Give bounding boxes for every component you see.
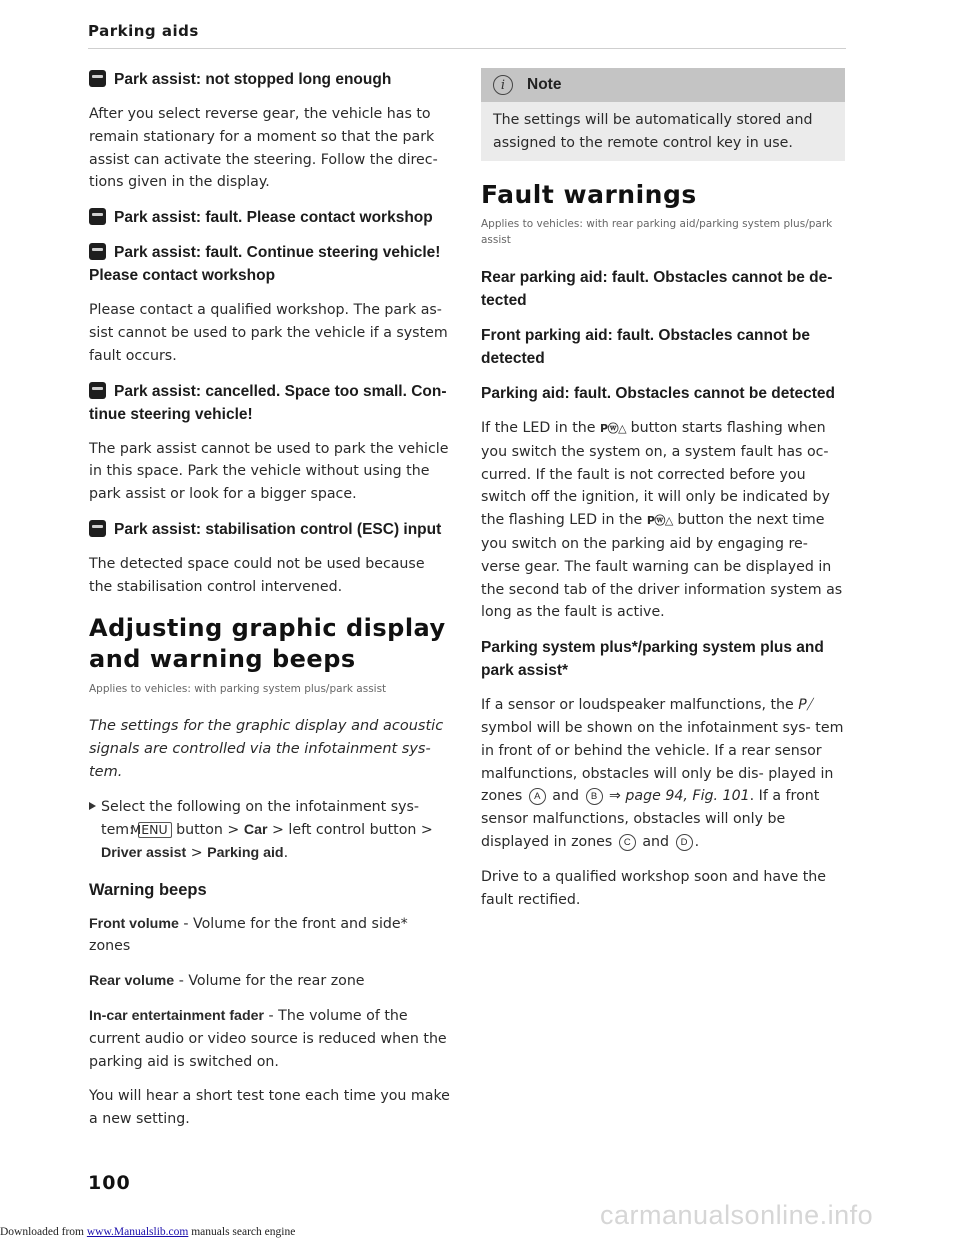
message-rear-fault: Rear parking aid: fault. Obstacles cannot be de- tected: [481, 269, 833, 309]
text: If the LED in the: [481, 420, 596, 436]
paragraph: The detected space could not be used because the stabilisation control intervened.: [89, 555, 425, 595]
pdc-button-icon: Pⓦ△: [600, 422, 627, 435]
message-text: Park assist: not stopped long enough: [114, 71, 392, 88]
message-text: Park assist: fault. Continue steering vehicle! Please contact workshop: [89, 244, 441, 285]
zone-b-marker: B: [586, 788, 603, 805]
sensor-fault-icon: P⧸: [798, 697, 812, 714]
paragraph: After you select reverse gear, the vehicle has to remain stationary for a moment so that the park assist can activate the steering. Follow the direc- tions given in the display.: [89, 106, 438, 191]
note-title: Note: [527, 76, 562, 93]
message-text: Park assist: fault. Please contact workshop: [114, 209, 433, 227]
park-assist-icon: [89, 243, 106, 260]
manualslib-link[interactable]: www.Manualslib.com: [86, 1226, 189, 1238]
paragraph-drive: Drive to a qualified workshop soon and have the fault rectified.: [481, 868, 827, 908]
message-not-stopped: [89, 68, 451, 91]
footer-text: Downloaded from: [0, 1226, 84, 1238]
park-assist-icon: [89, 208, 106, 225]
page-reference-link[interactable]: ⇒ page 94, Fig. 101: [609, 788, 750, 805]
message-cancelled: [89, 380, 451, 426]
zone-c-marker: C: [619, 834, 636, 851]
paragraph: Please contact a qualified workshop. The park as- sist cannot be used to park the vehicle if a system fault occurs.: [89, 302, 448, 364]
setting-label: Rear volume: [89, 973, 175, 990]
applies-to: Applies to vehicles: with rear parking aid/parking system plus/park assist: [481, 218, 833, 246]
paragraph-led: [481, 417, 845, 624]
heading-adjusting: Adjusting graphic display and warning beeps: [89, 613, 446, 673]
intro-text: The settings for the graphic display and acoustic signals are controlled via the infotainment sys- tem.: [89, 717, 444, 780]
step-text: > left control button >: [272, 821, 433, 838]
text: If a sensor or loudspeaker malfunctions, the: [481, 697, 794, 714]
info-icon: i: [493, 75, 513, 95]
setting-rear-volume: [89, 970, 451, 993]
zone-d-marker: D: [676, 834, 693, 851]
heading-fault-warnings: Fault warnings: [481, 180, 697, 209]
message-parking-system-plus: Parking system plus*/parking system plus and park assist*: [481, 639, 824, 680]
message-text: Park assist: stabilisation control (ESC) input: [114, 520, 442, 538]
park-assist-icon: [89, 70, 106, 87]
setting-label: In-car entertainment fader: [89, 1007, 265, 1024]
text: symbol will be shown on the infotainment sys- tem in front of or behind the vehicle. If a rear sensor malfunctions, obstacles will only be dis- played in zones: [481, 719, 844, 805]
step-text: Select the following on the infotainment sys- tem:: [101, 798, 420, 838]
step-parking-aid: Parking aid: [207, 844, 284, 861]
step-car: Car: [243, 821, 268, 838]
text: button the next time you switch on the parking aid by engaging re- verse gear. The fault warning can be displayed in the second tab of the driver information system as long as the fault is active.: [481, 512, 843, 621]
footer-text: manuals search engine: [191, 1226, 296, 1238]
text: . If a front sensor malfunctions, obstacles will only be displayed in zones: [481, 788, 820, 850]
paragraph-sensor: [481, 694, 845, 854]
heading-warning-beeps: Warning beeps: [89, 880, 207, 899]
setting-fader: [89, 1005, 451, 1073]
right-column: [481, 68, 845, 923]
paragraph: You will hear a short test tone each time you make a new setting.: [89, 1088, 450, 1128]
step-text: >: [190, 844, 203, 861]
text: and: [552, 788, 579, 805]
text: button starts flashing when you switch the system on, a system fault has oc- curred. If the fault is not corrected before you switch off the ignition, it will only be indicated by the flashing LED in the: [481, 420, 830, 529]
paragraph: The park assist cannot be used to park the vehicle in this space. Park the vehicle without using the park assist or look for a bigger space.: [89, 440, 449, 503]
park-assist-icon: [89, 520, 106, 537]
message-parking-aid-fault: Parking aid: fault. Obstacles cannot be detected: [481, 385, 836, 402]
watermark: carmanualsonline.info: [600, 1200, 874, 1230]
message-esc-input: [89, 518, 451, 541]
park-assist-icon: [89, 382, 106, 399]
zone-a-marker: A: [529, 788, 546, 805]
instruction-step: [89, 796, 451, 865]
note-text: The settings will be automatically stored and assigned to the remote control key in use.: [493, 112, 813, 151]
left-column: [89, 68, 451, 1143]
step-driver-assist: Driver assist: [101, 844, 187, 861]
step-text: button >: [176, 821, 240, 838]
menu-key: MENU: [138, 822, 171, 838]
note-box: [481, 68, 845, 161]
step-arrow-icon: [89, 802, 96, 810]
setting-text: - The volume of the current audio or video source is reduced when the parking aid is switched on.: [89, 1007, 447, 1070]
setting-label: Front volume: [89, 915, 179, 932]
message-fault-continue: [89, 241, 451, 287]
setting-text: - Volume for the front and side* zones: [89, 915, 408, 955]
text: and: [642, 833, 670, 850]
download-footer: [0, 1226, 295, 1238]
pdc-button-icon: Pⓦ△: [646, 514, 673, 528]
text: .: [694, 833, 700, 850]
message-text: Park assist: cancelled. Space too small. Con- tinue steering vehicle!: [89, 382, 447, 423]
note-header: [481, 68, 845, 102]
page-number: 100: [88, 1172, 131, 1194]
setting-front-volume: [89, 913, 451, 959]
section-header: Parking aids: [88, 22, 199, 40]
step-text: .: [283, 844, 289, 861]
applies-to: Applies to vehicles: with parking system plus/park assist: [89, 682, 387, 695]
message-front-fault: Front parking aid: fault. Obstacles cannot be detected: [481, 327, 810, 367]
setting-text: - Volume for the rear zone: [178, 973, 365, 990]
message-fault-workshop: [89, 206, 451, 229]
header-divider: [88, 48, 846, 49]
